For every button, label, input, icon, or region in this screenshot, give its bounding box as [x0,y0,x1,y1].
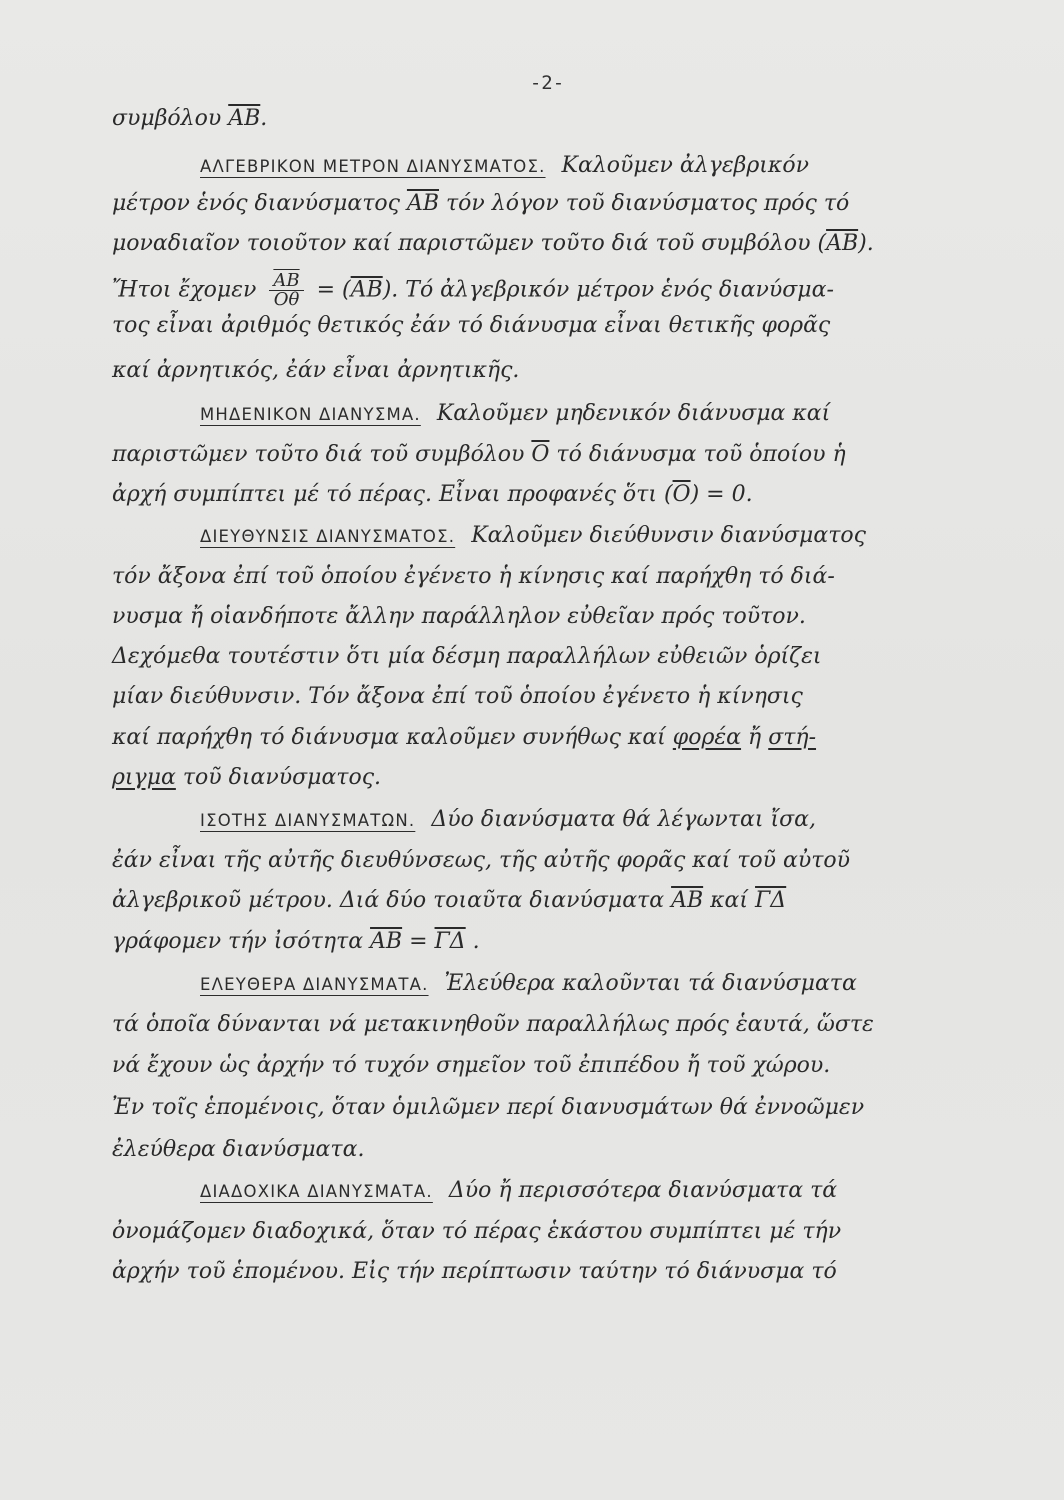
fraction [269,272,303,309]
text-line [112,441,962,469]
text-line [112,724,962,752]
text-span: . [465,929,480,954]
vector-symbol: $\overline{\Gamma\Delta}$ [755,888,787,913]
fraction-numerator: $\overline{AB}$ [269,272,303,291]
text-line [112,603,962,631]
text-line [112,683,962,711]
vector-symbol: $\overline{O}$ [531,442,550,467]
text-span: μοναδιαῖον τοιοῦτον καί παριστῶμεν τοῦτο διά τοῦ συμβόλου ( [112,231,827,256]
section-heading: ΜΗΔΕΝΙΚΟΝ ΔΙΑΝΥΣΜΑ. [200,405,421,424]
text-line [112,481,962,509]
text-span: καί παρήχθη τό διάνυσμα καλοῦμεν συνήθως καί [112,725,673,750]
text-span: καί ἀρνητικός, ἐάν εἶναι ἀρνητικῆς. [112,358,520,383]
vector-symbol: $\overline{AB}$ [350,277,383,303]
text-span: Ἐν τοῖς ἑπομένοις, ὅταν ὁμιλῶμεν περί διανυσμάτων θά ἐννοῶμεν [112,1095,865,1120]
text-span: ἀρχή συμπίπτει μέ τό πέρας. Εἶναι προφανές ὅτι ( [112,482,673,507]
text-line [112,764,962,792]
text-line [112,928,962,956]
text-line [112,1218,962,1246]
section-heading: ΔΙΑΔΟΧΙΚΑ ΔΙΑΝΥΣΜΑΤΑ. [200,1182,433,1201]
section-heading: ΑΛΓΕΒΡΙΚΟΝ ΜΕΤΡΟΝ ΔΙΑΝΥΣΜΑΤΟΣ. [200,157,546,176]
text-line [112,522,1050,551]
text-span: . [260,106,268,131]
text-span: τά ὁποῖα δύνανται νά μετακινηθοῦν παραλλήλως πρός ἑαυτά, ὥστε [112,1012,874,1037]
text-span: τόν λόγον τοῦ διανύσματος πρός τό [439,191,850,216]
underlined-term: ριγμα [112,765,176,790]
text-span: = [402,929,435,954]
text-span: μίαν διεύθυνσιν. Τόν ἄξονα ἐπί τοῦ ὁποίου ἐγένετο ἡ κίνησις [112,684,803,709]
text-line [112,847,962,875]
text-span: παριστῶμεν τοῦτο διά τοῦ συμβόλου [112,442,532,467]
text-span: ἀρχήν τοῦ ἑπομένου. Εἰς τήν περίπτωσιν ταύτην τό διάνυσμα τό [112,1259,837,1284]
text-line [112,970,1050,999]
text-line [112,312,962,340]
text-span: = ( [309,277,351,303]
text-span: Δεχόμεθα τουτέστιν ὅτι μία δέσμη παραλλήλων εὐθειῶν ὁρίζει [112,644,822,669]
text-line [112,643,962,671]
text-span: ἤ [741,725,769,750]
text-line [112,190,962,218]
vector-symbol: $\overline{AB}$ [826,231,859,256]
text-span: μέτρον ἑνός διανύσματος [112,191,407,216]
text-span: νά ἔχουν ὡς ἀρχήν τό τυχόν σημεῖον τοῦ ἐπιπέδου ἤ τοῦ χώρου. [112,1053,831,1078]
text-span: ). Τό ἀλγεβρικόν μέτρον ἑνός διανύσμα- [382,277,834,303]
vector-symbol: $\overline{O}$ [672,482,691,507]
text-span: ἐάν εἶναι τῆς αὐτῆς διευθύνσεως, τῆς αὐτῆς φορᾶς καί τοῦ αὐτοῦ [112,848,851,873]
text-span: τος εἶναι ἀριθμός θετικός ἐάν τό διάνυσμα εἶναι θετικῆς φορᾶς [112,313,831,338]
text-line [112,1258,962,1286]
text-line [112,230,962,258]
text-span: Καλοῦμεν μηδενικόν διάνυσμα καί [436,401,831,426]
underlined-term: φορέα [672,725,742,750]
text-span: Δύο ἤ περισσότερα διανύσματα τά [448,1178,838,1203]
text-span: ). [858,231,874,256]
vector-symbol: $\overline{AB}$ [228,106,261,131]
text-span: καί [703,888,756,913]
section-heading: ΕΛΕΥΘΕΡΑ ΔΙΑΝΥΣΜΑΤΑ. [200,975,429,994]
vector-symbol: $\overline{\Gamma\Delta}$ [434,929,466,954]
text-span: νυσμα ἤ οἱανδήποτε ἄλλην παράλληλον εὐθεῖαν πρός τοῦτον. [112,604,806,629]
text-span: Ἤτοι ἔχομεν [112,277,264,303]
text-line [112,1177,1050,1206]
section-heading: ΙΣΟΤΗΣ ΔΙΑΝΥΣΜΑΤΩΝ. [200,811,416,830]
text-span: τοῦ διανύσματος. [175,765,382,790]
text-line [112,357,962,385]
text-span: ἐλεύθερα διανύσματα. [112,1137,365,1162]
text-span: Δύο διανύσματα θά λέγωνται ἴσα, [431,807,816,832]
text-line [112,806,1050,835]
text-span: Καλοῦμεν διεύθυνσιν διανύσματος [471,523,866,548]
vector-symbol: $\overline{AB}$ [370,929,403,954]
text-line [112,400,1050,429]
text-span: ὀνομάζομεν διαδοχικά, ὅταν τό πέρας ἑκάστου συμπίπτει μέ τήν [112,1219,842,1244]
text-line [112,887,962,915]
text-span: τό διάνυσμα τοῦ ὁποίου ἡ [549,442,846,467]
text-span: Ἐλεύθερα καλοῦνται τά διανύσματα [444,971,857,996]
text-span: συμβόλου [112,106,229,131]
fraction-denominator: Oθ [273,289,300,310]
text-line [112,105,962,133]
text-span: ) = 0. [690,482,753,507]
text-span: γράφομεν τήν ἰσότητα [112,929,371,954]
section-heading: ΔΙΕΥΘΥΝΣΙΣ ΔΙΑΝΥΣΜΑΤΟΣ. [200,527,456,546]
vector-symbol: $\overline{AB}$ [671,888,704,913]
text-span: τόν ἄξονα ἐπί τοῦ ὁποίου ἐγένετο ἡ κίνησις καί παρήχθη τό διά- [112,564,835,589]
text-span: Καλοῦμεν ἀλγεβρικόν [561,153,809,178]
text-line [112,1136,962,1164]
text-span: ἀλγεβρικοῦ μέτρου. Διά δύο τοιαῦτα διανύσματα [112,888,672,913]
text-line [112,1011,962,1039]
vector-symbol: $\overline{AB}$ [406,191,439,216]
text-line [112,1052,962,1080]
text-line [112,563,962,591]
text-line [112,272,962,309]
underlined-term: στή- [768,725,817,750]
page-number: -2- [529,72,565,94]
text-line [112,1094,962,1122]
text-line [112,152,1050,181]
